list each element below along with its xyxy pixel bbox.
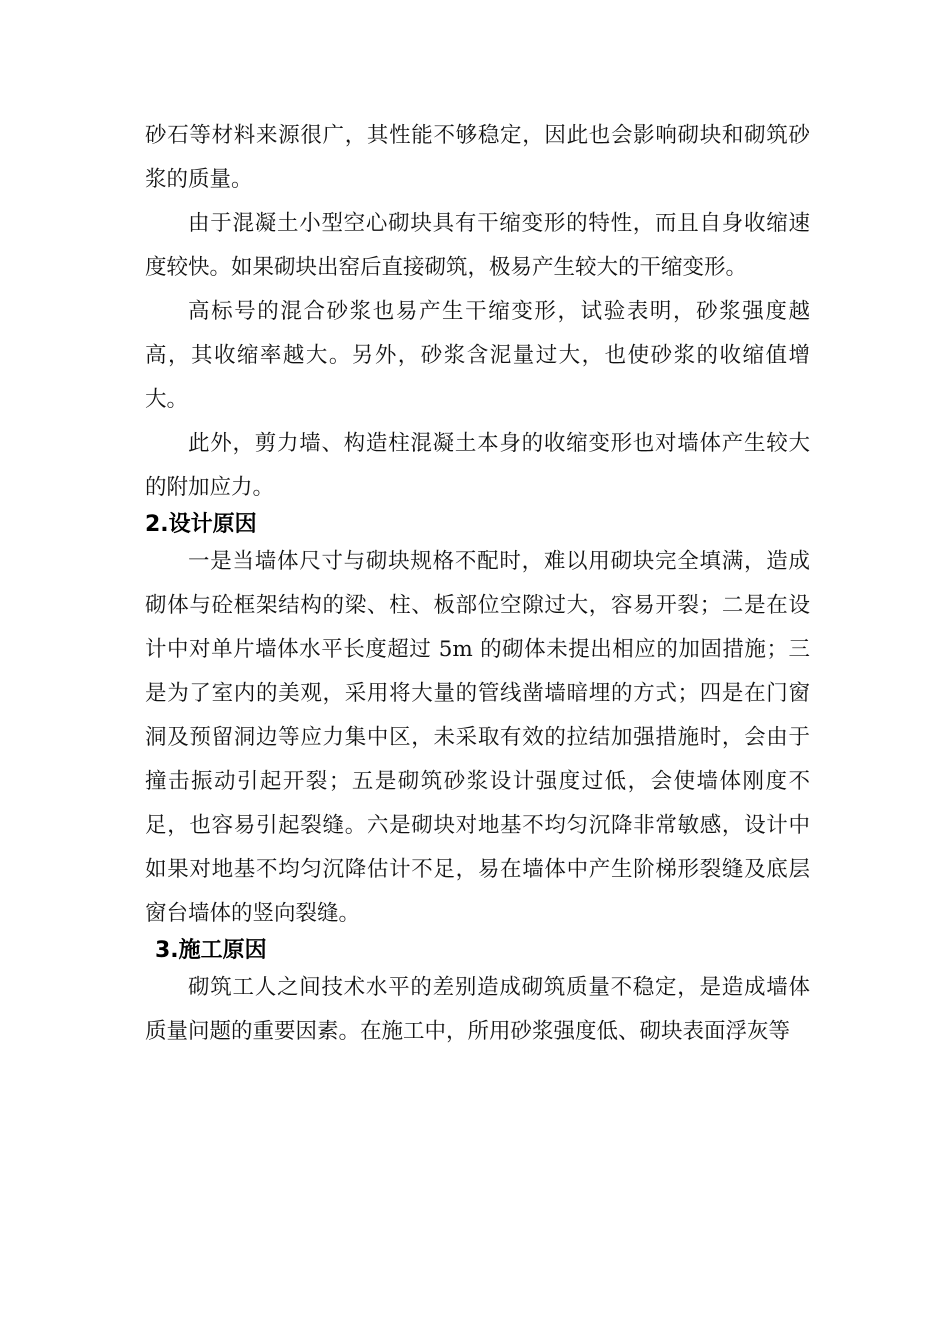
document-body	[145, 114, 810, 1054]
heading-construction-causes: 3.施工原因	[155, 938, 267, 963]
paragraph-shrinkage-mortar: 高标号的混合砂浆也易产生干缩变形，试验表明，砂浆强度越高，其收缩率越大。另外，砂浆含泥量过大，也使砂浆的收缩值增大。	[145, 299, 810, 412]
paragraph-design-causes: 一是当墙体尺寸与砌块规格不配时，难以用砌块完全填满，造成砌体与砼框架结构的梁、柱、板部位空隙过大，容易开裂；二是在设计中对单片墙体水平长度超过 5m 的砌体未提出相应的加固措施；三是为了室内的美观，采用将大量的管线凿墙暗埋的方式；四是在门窗洞及预留洞边等应力集中区，未采取有效的拉结加强措施时，会由于撞击振动引起开裂；五是砌筑砂浆设计强度过低，会使墙体刚度不足，也容易引起裂缝。六是砌块对地基不均匀沉降非常敏感，设计中如果对地基不均匀沉降估计不足，易在墙体中产生阶梯形裂缝及底层窗台墙体的竖向裂缝。	[145, 549, 810, 926]
paragraph-shrinkage-blocks: 由于混凝土小型空心砌块具有干缩变形的特性，而且自身收缩速度较快。如果砌块出窑后直接砌筑，极易产生较大的干缩变形。	[145, 211, 810, 280]
paragraph-shear-wall-shrinkage: 此外，剪力墙、构造柱混凝土本身的收缩变形也对墙体产生较大的附加应力。	[145, 431, 810, 500]
paragraph-construction-causes: 砌筑工人之间技术水平的差别造成砌筑质量不稳定，是造成墙体质量问题的重要因素。在施工中，所用砂浆强度低、砌块表面浮灰等	[145, 975, 810, 1044]
heading-design-causes: 2.设计原因	[145, 512, 257, 537]
paragraph-materials-continued: 砂石等材料来源很广，其性能不够稳定，因此也会影响砌块和砌筑砂浆的质量。	[145, 123, 810, 192]
